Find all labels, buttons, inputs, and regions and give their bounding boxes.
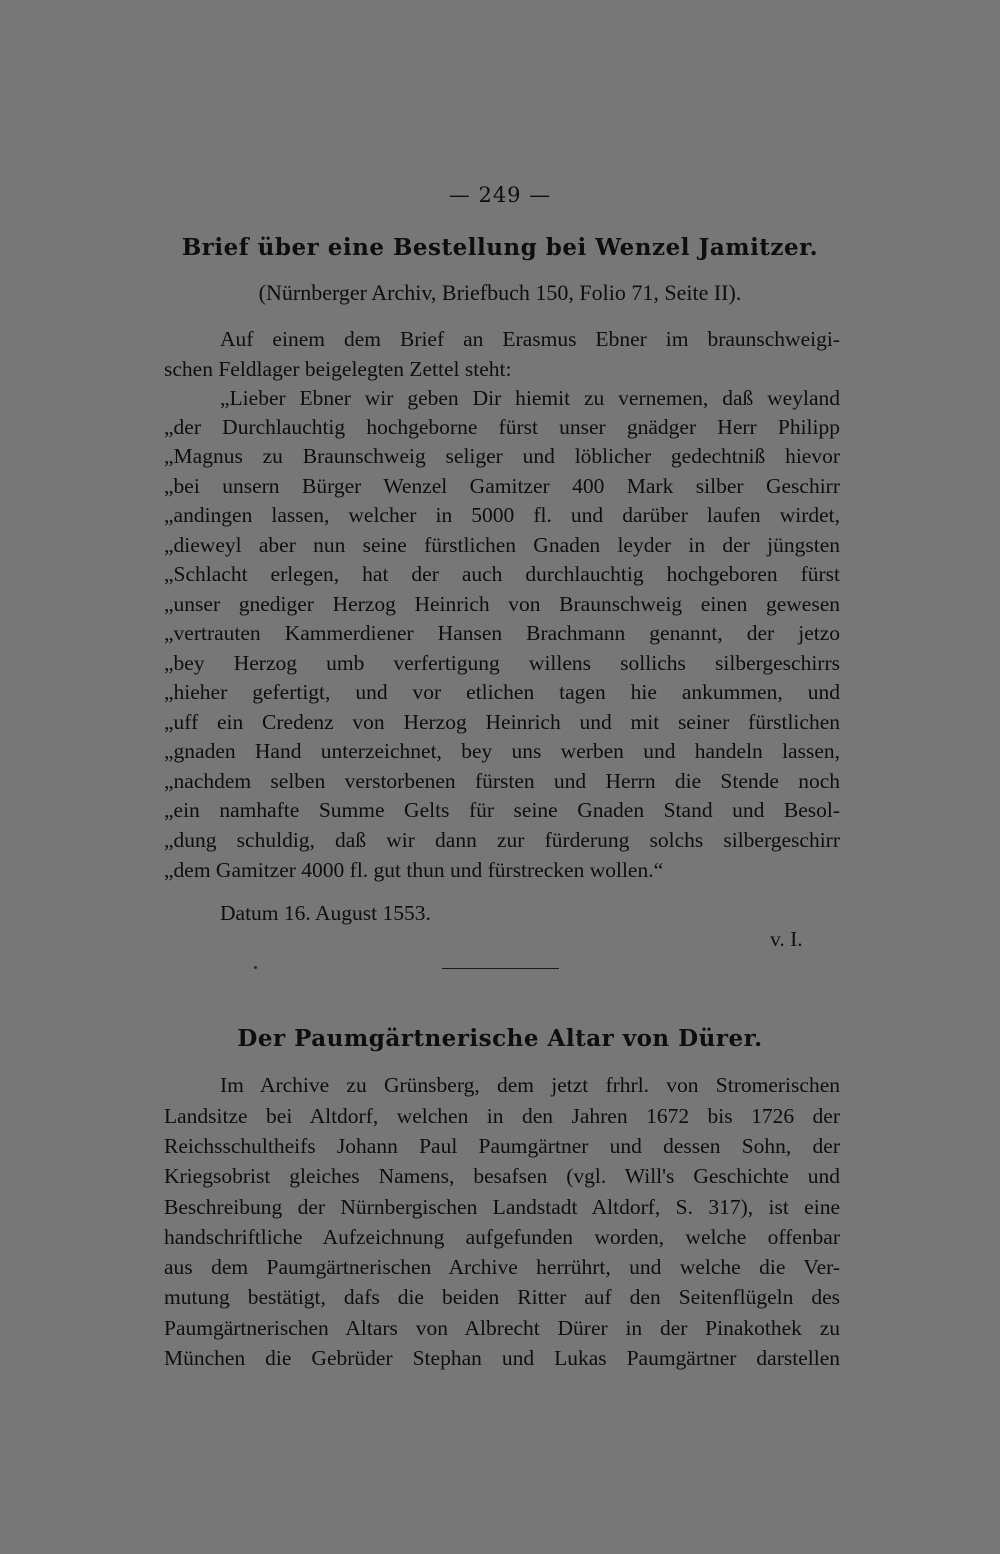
print-speck: [254, 966, 257, 969]
text-line: „ein namhafte Summe Gelts für seine Gnaden Stand und Besol-: [164, 798, 840, 822]
text-line: „unser gnediger Herzog Heinrich von Braunschweig einen gewesen: [164, 592, 840, 616]
signature-initials: v. I.: [770, 927, 803, 951]
text-line: „der Durchlauchtig hochgeborne fürst unser gnädger Herr Philipp: [164, 415, 840, 439]
section2-title: Der Paumgärtnerische Altar von Dürer.: [237, 1025, 763, 1052]
section1-source: (Nürnberger Archiv, Briefbuch 150, Folio 71, Seite II).: [258, 280, 742, 305]
text-line: „andingen lassen, welcher in 5000 fl. und darüber laufen wirdet,: [164, 503, 840, 527]
text-line: „Lieber Ebner wir geben Dir hiemit zu vernemen, daß weyland: [220, 386, 840, 410]
text-line: Kriegsobrist gleiches Namens, besafsen (vgl. Will's Geschichte und: [164, 1164, 840, 1188]
text-line: „uff ein Credenz von Herzog Heinrich und mit seiner fürstlichen: [164, 710, 840, 734]
text-line: handschriftliche Aufzeichnung aufgefunden worden, welche offenbar: [164, 1225, 840, 1249]
text-line: Im Archive zu Grünsberg, dem jetzt frhrl. von Stromerischen: [220, 1073, 840, 1097]
text-line: „gnaden Hand unterzeichnet, bey uns werben und handeln lassen,: [164, 739, 840, 763]
text-line: „bey Herzog umb verfertigung willens sollichs silbergeschirrs: [164, 651, 840, 675]
text-line: schen Feldlager beigelegten Zettel steht:: [164, 357, 512, 381]
text-line: Auf einem dem Brief an Erasmus Ebner im braunschweigi-: [220, 327, 840, 351]
text-line: Paumgärtnerischen Altars von Albrecht Dürer in der Pinakothek zu: [164, 1316, 840, 1340]
text-line: „dieweyl aber nun seine fürstlichen Gnaden leyder in der jüngsten: [164, 533, 840, 557]
text-line: „vertrauten Kammerdiener Hansen Brachmann genannt, der jetzo: [164, 621, 840, 645]
text-line: Beschreibung der Nürnbergischen Landstadt Altdorf, S. 317), ist eine: [164, 1195, 840, 1219]
text-line: „bei unsern Bürger Wenzel Gamitzer 400 Mark silber Geschirr: [164, 474, 840, 498]
text-line: Reichsschultheifs Johann Paul Paumgärtner und dessen Sohn, der: [164, 1134, 840, 1158]
text-line: „Magnus zu Braunschweig seliger und löblicher gedechtniß hievor: [164, 444, 840, 468]
text-line: „dung schuldig, daß wir dann zur fürderung solchs silbergeschirr: [164, 828, 840, 852]
text-line: aus dem Paumgärtnerischen Archive herrührt, und welche die Ver-: [164, 1255, 840, 1279]
section-divider: [442, 968, 559, 969]
text-line: „nachdem selben verstorbenen fürsten und Herrn die Stende noch: [164, 769, 840, 793]
text-line: mutung bestätigt, dafs die beiden Ritter auf den Seitenflügeln des: [164, 1285, 840, 1309]
text-line: Landsitze bei Altdorf, welchen in den Jahren 1672 bis 1726 der: [164, 1104, 840, 1128]
section1-title: Brief über eine Bestellung bei Wenzel Jamitzer.: [181, 234, 819, 261]
page-number: — 249 —: [448, 183, 552, 207]
text-line: „Schlacht erlegen, hat der auch durchlauchtig hochgeboren fürst: [164, 562, 840, 586]
text-line: „dem Gamitzer 4000 fl. gut thun und fürstrecken wollen.“: [164, 858, 664, 882]
letter-date: Datum 16. August 1553.: [220, 901, 431, 925]
text-line: München die Gebrüder Stephan und Lukas Paumgärtner darstellen: [164, 1346, 840, 1370]
text-line: „hieher gefertigt, und vor etlichen tagen hie ankummen, und: [164, 680, 840, 704]
